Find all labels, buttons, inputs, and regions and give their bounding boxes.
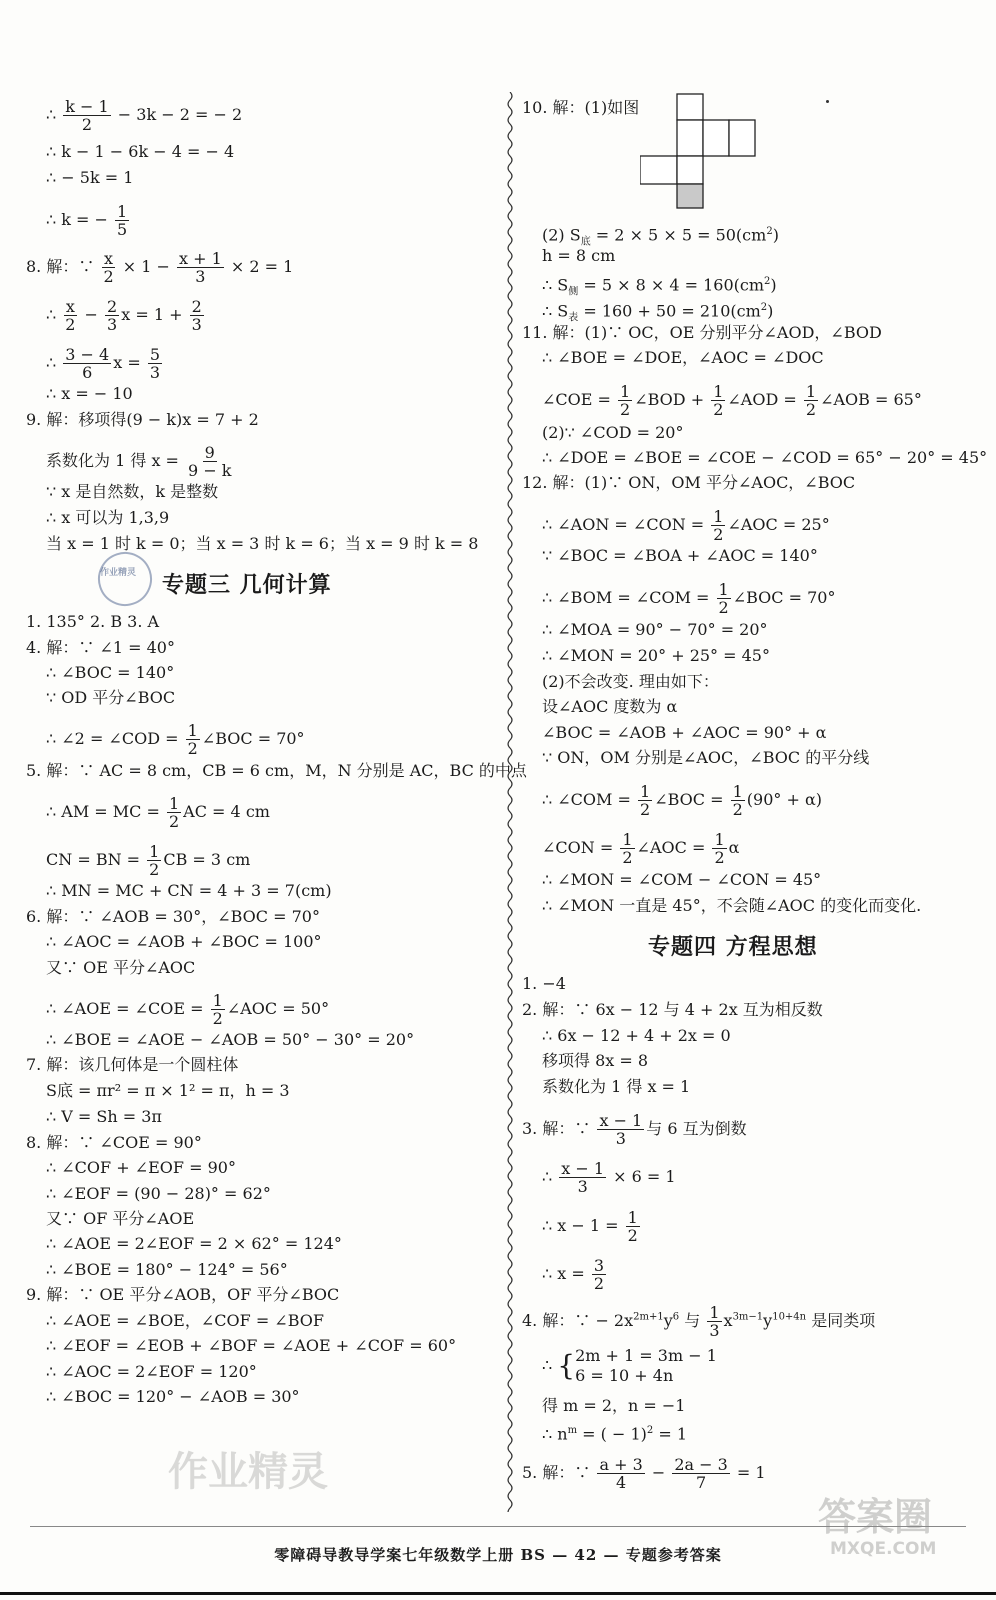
section-heading: 专题四 方程思想 bbox=[648, 935, 818, 960]
text-line: 9. 解：∵ OE 平分∠AOB，OF 平分∠BOC bbox=[26, 1285, 340, 1304]
text-line: ∵ x 是自然数，k 是整数 bbox=[46, 482, 219, 501]
text-line: ∴ k − 1 − 6k − 4 = − 4 bbox=[46, 142, 235, 161]
text-line: 2. 解：∵ 6x − 12 与 4 + 2x 互为相反数 bbox=[522, 1000, 823, 1019]
text-line: 11. 解：(1)∵ OC，OE 分别平分∠AOD，∠BOD bbox=[522, 323, 882, 342]
text-line: 5. 解：∵ $\frac{a + 3}{4}$ − $\frac{2a - 3}{7}$ = 1 bbox=[522, 1455, 766, 1492]
text-line: ∴ MN = MC + CN = 4 + 3 = 7(cm) bbox=[46, 881, 332, 900]
watermark-bottom: 作业精灵 bbox=[168, 1449, 328, 1495]
text-line: ∵ ∠BOC = ∠BOA + ∠AOC = 140° bbox=[542, 546, 818, 565]
text-line: 4. 解：∵ − $2x^{2m+1}y^6$ 与 $\frac{1}{3}$ $x^{3m-1}y^{10+4n}$ 是同类项 bbox=[522, 1303, 876, 1340]
text-line: ∴ ∠DOE = ∠BOE = ∠COE − ∠COD = 65° − 20° = 45° bbox=[542, 448, 988, 467]
text-line: ∴ ∠COF + ∠EOF = 90° bbox=[46, 1158, 236, 1177]
text-line: 10. 解：(1)如图 bbox=[522, 98, 640, 117]
page-footer: 零障碍导教导学案七年级数学上册 BS — 42 — 专题参考答案 bbox=[274, 1546, 722, 1564]
text-line: ∴ x − 1 = $\frac{1}{2}$ bbox=[542, 1208, 638, 1245]
text-line: ∴ ∠MON = 20° + 25° = 45° bbox=[542, 646, 770, 665]
text-line: ∴ $n^m$ = ( − 1)$^2$ = 1 bbox=[542, 1424, 688, 1444]
text-line: ∴ ∠MOA = 90° − 70° = 20° bbox=[542, 620, 768, 639]
text-line: ∴ ∠AOC = ∠AOB + ∠BOC = 100° bbox=[46, 932, 322, 951]
text-line: ∴ $\frac{x - 1}{3}$ × 6 = 1 bbox=[542, 1159, 676, 1196]
text-line: ∴ ∠AON = ∠CON = $\frac{1}{2}$ ∠AOC = 25° bbox=[542, 507, 830, 544]
text-line: ∴ ∠BOC = 140° bbox=[46, 663, 175, 682]
text-line: ∵ OD 平分∠BOC bbox=[46, 688, 176, 707]
text-line: ∴ ∠AOE = ∠COE = $\frac{1}{2}$ ∠AOC = 50° bbox=[46, 991, 330, 1028]
text-line: ∴ $S_表 = 160 + 50 = 210(cm^2)$ bbox=[542, 301, 774, 324]
footer-rule bbox=[30, 1526, 966, 1527]
text-line: ∴ ∠AOE = 2∠EOF = 2 × 62° = 124° bbox=[46, 1234, 342, 1253]
text-line: 当 x = 1 时 k = 0；当 x = 3 时 k = 6；当 x = 9 时 k = 8 bbox=[46, 534, 479, 553]
text-line: S底 = πr² = π × 1² = π，h = 3 bbox=[46, 1081, 290, 1100]
text-line: ∴ AM = MC = $\frac{1}{2}$ AC = 4 cm bbox=[46, 794, 270, 831]
text-line: 3. 解：∵ $\frac{x - 1}{3}$ 与 6 互为倒数 bbox=[522, 1111, 747, 1148]
text-line: ∠BOC = ∠AOB + ∠AOC = 90° + α bbox=[542, 723, 827, 742]
text-line: 8. 解：∵ ∠COE = 90° bbox=[26, 1133, 202, 1152]
text-line: ∴ ∠2 = ∠COD = $\frac{1}{2}$ ∠BOC = 70° bbox=[46, 721, 305, 758]
text-line: ∴ {2m + 1 = 3m − 1 6 = 10 + 4n bbox=[542, 1346, 717, 1385]
text-line: ∴ x = − 10 bbox=[46, 384, 133, 403]
text-line: ∴ ∠BOM = ∠COM = $\frac{1}{2}$ ∠BOC = 70° bbox=[542, 580, 836, 617]
cube-net-diagram bbox=[640, 92, 760, 210]
text-line: 1. 135° 2. B 3. A bbox=[26, 612, 160, 631]
text-line: ∴ k = − $\frac{1}{5}$ bbox=[46, 202, 128, 239]
ink-dot bbox=[826, 100, 829, 103]
text-line: 1. −4 bbox=[522, 974, 566, 993]
text-line: ∴ 6x − 12 + 4 + 2x = 0 bbox=[542, 1026, 731, 1045]
text-line: ∴ $S_侧 = 5 \times 8 \times 4 = 160(cm^2)$ bbox=[542, 275, 777, 298]
watermark-logo-text: 答案圈 bbox=[818, 1495, 933, 1539]
text-line: ∴ $\frac{x}{2}$ − $\frac{2}{3}$ x = 1 + $\frac{2}{3}$ bbox=[46, 297, 202, 334]
text-line: ∴ ∠COM = $\frac{1}{2}$ ∠BOC = $\frac{1}{2}$ (90° + α) bbox=[542, 782, 823, 819]
text-line: ∴ ∠EOF = (90 − 28)° = 62° bbox=[46, 1184, 271, 1203]
text-line: (2)不会改变. 理由如下： bbox=[542, 672, 719, 691]
text-line: CN = BN = $\frac{1}{2}$ CB = 3 cm bbox=[46, 842, 251, 879]
text-line: 系数化为 1 得 x = $\frac{9}{9 - k}$ bbox=[46, 443, 232, 480]
section-heading: 专题三 几何计算 bbox=[162, 573, 332, 598]
text-line: ∠COE = $\frac{1}{2}$ ∠BOD + $\frac{1}{2}$ ∠AOD = $\frac{1}{2}$ ∠AOB = 65° bbox=[542, 382, 922, 419]
text-line: ∴ $\frac{3 - 4}{6}$ x = $\frac{5}{3}$ bbox=[46, 345, 160, 382]
text-line: 移项得 8x = 8 bbox=[542, 1051, 649, 1070]
text-line: 5. 解：∵ AC = 8 cm，CB = 6 cm，M，N 分别是 AC，BC 的中点 bbox=[26, 761, 527, 780]
bottom-rule bbox=[0, 1592, 996, 1595]
text-line: 7. 解：该几何体是一个圆柱体 bbox=[26, 1055, 239, 1074]
text-line: ∠CON = $\frac{1}{2}$ ∠AOC = $\frac{1}{2}$ α bbox=[542, 830, 740, 867]
text-line: ∴ ∠AOE = ∠BOE，∠COF = ∠BOF bbox=[46, 1311, 324, 1330]
text-line: ∴ ∠BOE = ∠DOE，∠AOC = ∠DOC bbox=[542, 348, 824, 367]
watermark-stamp bbox=[91, 545, 159, 613]
text-line: ∴ ∠EOF = ∠EOB + ∠BOF = ∠AOE + ∠COF = 60° bbox=[46, 1336, 457, 1355]
text-line: ∴ ∠MON = ∠COM − ∠CON = 45° bbox=[542, 870, 822, 889]
text-line: 12. 解：(1)∵ ON，OM 平分∠AOC，∠BOC bbox=[522, 473, 856, 492]
text-line: ∴ $\frac{k - 1}{2}$ − 3k − 2 = − 2 bbox=[46, 97, 243, 134]
text-line: 又∵ OE 平分∠AOC bbox=[46, 958, 196, 977]
text-line: ∴ ∠BOC = 120° − ∠AOB = 30° bbox=[46, 1387, 300, 1406]
text-line: ∴ ∠BOE = ∠AOE − ∠AOB = 50° − 30° = 20° bbox=[46, 1030, 415, 1049]
text-line: h = 8 cm bbox=[542, 246, 616, 265]
text-line: (2) $S_底 = 2 \times 5 \times 5 = 50(cm^2)$ bbox=[542, 225, 779, 248]
text-line: 设∠AOC 度数为 α bbox=[542, 697, 678, 716]
text-line: ∴ V = Sh = 3π bbox=[46, 1107, 162, 1126]
text-line: 9. 解：移项得(9 − k)x = 7 + 2 bbox=[26, 410, 259, 429]
text-line: ∴ ∠MON 一直是 45°，不会随∠AOC 的变化而变化. bbox=[542, 896, 922, 915]
text-line: 又∵ OF 平分∠AOE bbox=[46, 1209, 195, 1228]
text-line: ∴ − 5k = 1 bbox=[46, 168, 134, 187]
watermark-logo-url: MXQE.COM bbox=[830, 1539, 937, 1559]
text-line: 系数化为 1 得 x = 1 bbox=[542, 1077, 691, 1096]
text-line: ∴ ∠AOC = 2∠EOF = 120° bbox=[46, 1362, 257, 1381]
text-line: 4. 解：∵ ∠1 = 40° bbox=[26, 638, 175, 657]
text-line: 8. 解：∵ $\frac{x}{2}$ × 1 − $\frac{x + 1}{3}$ × 2 = 1 bbox=[26, 249, 294, 286]
text-line: ∴ x = $\frac{3}{2}$ bbox=[542, 1256, 605, 1293]
text-line: 6. 解：∵ ∠AOB = 30°，∠BOC = 70° bbox=[26, 907, 320, 926]
watermark-stamp-text: 作业精灵 bbox=[100, 568, 137, 578]
text-line: (2)∵ ∠COD = 20° bbox=[542, 423, 684, 442]
column-divider bbox=[505, 92, 515, 1512]
text-line: ∵ ON，OM 分别是∠AOC，∠BOC 的平分线 bbox=[542, 748, 870, 767]
text-line: ∴ x 可以为 1,3,9 bbox=[46, 508, 170, 527]
text-line: 得 m = 2，n = −1 bbox=[542, 1396, 686, 1415]
text-line: ∴ ∠BOE = 180° − 124° = 56° bbox=[46, 1260, 288, 1279]
